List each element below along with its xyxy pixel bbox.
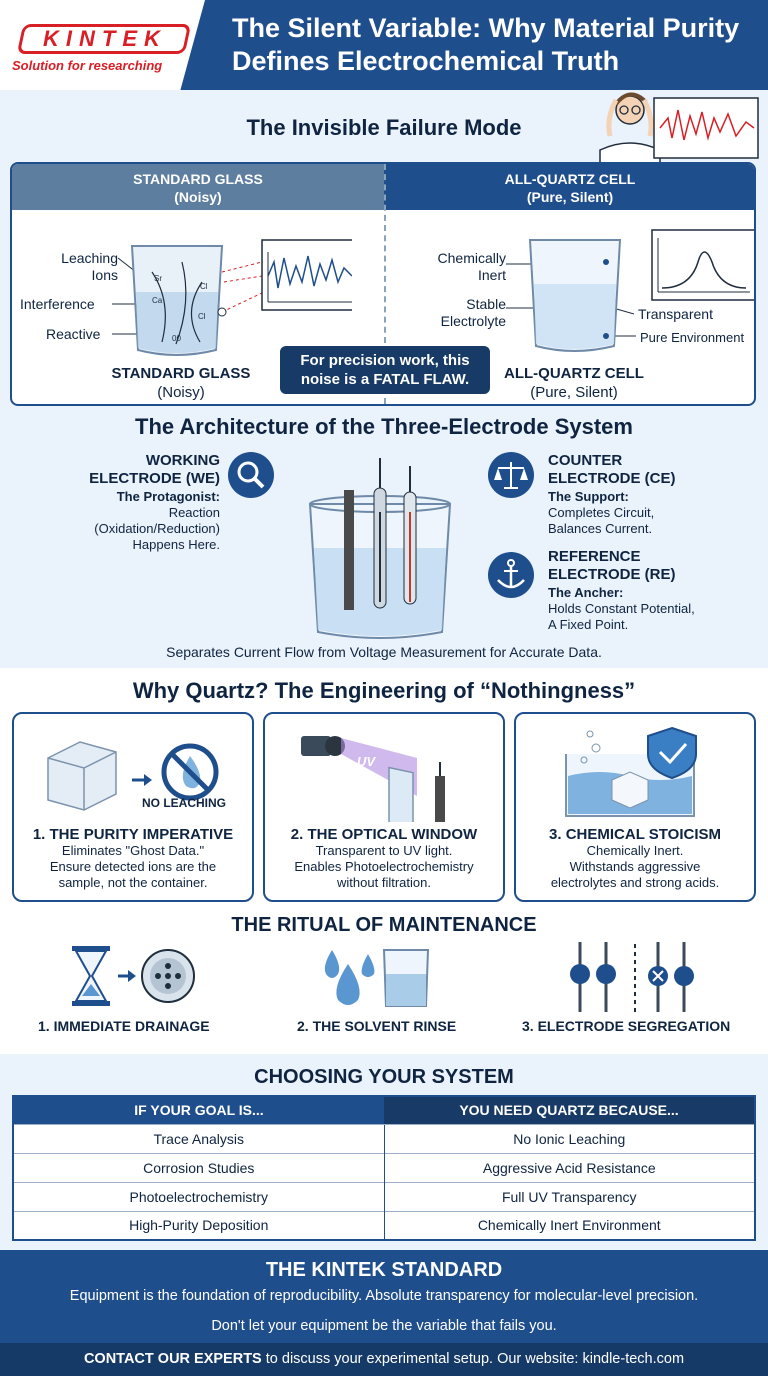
we-role: The Protagonist:: [116, 489, 220, 504]
reason-cell: Aggressive Acid Resistance: [384, 1153, 755, 1182]
goal-cell: Corrosion Studies: [13, 1153, 384, 1182]
brand-tagline: Solution for researching: [12, 58, 163, 73]
card-text: sample, not the container.: [58, 875, 208, 890]
ce-title: COUNTER: [548, 452, 623, 469]
three-electrode-beaker-illustration: [300, 452, 460, 642]
chemically-inert-label: Chemically Inert: [437, 250, 506, 283]
table-row: [13, 1182, 755, 1211]
quartz-cell-beaker-icon: [506, 228, 756, 358]
architecture-footnote: Separates Current Flow from Voltage Measurement for Accurate Data.: [166, 644, 602, 660]
reference-electrode-block: [548, 548, 763, 633]
transparent-label: Transparent: [638, 306, 713, 322]
working-electrode-block: [20, 452, 220, 553]
ce-title-2: ELECTRODE (CE): [548, 470, 676, 487]
card-text: Withstands aggressive: [569, 859, 701, 874]
standard-glass-beaker-icon: [112, 232, 352, 362]
card-text: Chemically Inert.: [586, 843, 684, 858]
card-purity-text: [14, 826, 252, 891]
step-immediate-drainage: 1. IMMEDIATE DRAINAGE: [38, 1018, 210, 1034]
no-leaching-badge: NO LEACHING: [142, 796, 226, 810]
ion-mark: Ca: [152, 296, 163, 305]
pure-environment-label: Pure Environment: [640, 330, 745, 345]
magnifier-icon: [228, 452, 274, 498]
footer-cta[interactable]: [0, 1351, 768, 1367]
re-title: REFERENCE: [548, 548, 641, 565]
we-title: WORKING: [145, 452, 220, 469]
re-desc: A Fixed Point.: [548, 617, 629, 632]
card-title: 1. THE PURITY IMPERATIVE: [32, 826, 234, 843]
table-header-row: [13, 1096, 755, 1124]
glass-column-header: [12, 164, 384, 210]
footer-tagline: Don't let your equipment be the variable that fails you.: [211, 1318, 557, 1334]
step-electrode-segregation: 3. ELECTRODE SEGREGATION: [522, 1018, 731, 1034]
table-row: [13, 1124, 755, 1153]
card-chemical-text: [516, 826, 754, 891]
card-text: Eliminates "Ghost Data.": [61, 843, 205, 858]
ce-desc: Balances Current.: [548, 521, 653, 536]
uv-flashlight-window-icon: [297, 722, 477, 822]
reason-cell: Chemically Inert Environment: [384, 1211, 755, 1240]
re-title-2: ELECTRODE (RE): [548, 566, 676, 583]
card-chemical: [514, 712, 756, 902]
ion-mark: Sr: [154, 274, 162, 283]
ion-mark: Cl: [200, 282, 208, 291]
choosing-table: [12, 1095, 756, 1241]
we-title-2: ELECTRODE (WE): [89, 470, 220, 487]
section-title-why-quartz: Why Quartz? The Engineering of “Nothingness”: [132, 678, 636, 703]
failure-mode-panel: [10, 162, 756, 406]
we-desc: (Oxidation/Reduction): [94, 521, 220, 536]
interference-label: Interference: [20, 296, 95, 312]
section-title-failure: The Invisible Failure Mode: [246, 115, 522, 140]
glass-caption: STANDARD GLASS (Noisy): [111, 365, 251, 401]
contact-experts-link[interactable]: CONTACT OUR EXPERTS: [83, 1351, 262, 1367]
section-title-maintenance: THE RITUAL OF MAINTENANCE: [231, 914, 537, 936]
fatal-flaw-callout: For precision work, this noise is a FATAL FLAW.: [280, 346, 490, 394]
quartz-column-header: [384, 164, 756, 210]
stable-electrolyte-label: Stable Electrolyte: [440, 296, 506, 329]
card-optical: [263, 712, 505, 902]
card-text: Enables Photoelectrochemistry: [294, 859, 474, 874]
card-text: Ensure detected ions are the: [49, 859, 217, 874]
anchor-icon: [488, 552, 534, 598]
electrode-segregation-icon: [560, 940, 710, 1014]
we-desc: Reaction: [168, 505, 220, 520]
footer-statement: Equipment is the foundation of reproducibility. Absolute transparency for molecular-level precision.: [69, 1288, 699, 1304]
balance-scale-icon: [488, 452, 534, 498]
hourglass-drain-icon: [70, 944, 200, 1008]
reactive-label: Reactive: [46, 326, 101, 342]
footer-title: THE KINTEK STANDARD: [265, 1259, 503, 1281]
glass-header-sub: (Noisy): [174, 189, 222, 205]
uv-label: UV: [357, 754, 376, 769]
counter-electrode-block: [548, 452, 763, 537]
leaching-ions-label: Leaching Ions: [61, 250, 118, 283]
card-text: electrolytes and strong acids.: [550, 875, 720, 890]
step-solvent-rinse: 2. THE SOLVENT RINSE: [297, 1018, 457, 1034]
table-row: [13, 1153, 755, 1182]
card-title: 3. CHEMICAL STOICISM: [549, 826, 721, 843]
table-header: IF YOUR GOAL IS...: [13, 1096, 384, 1124]
quartz-caption: ALL-QUARTZ CELL (Pure, Silent): [504, 365, 644, 401]
section-title-architecture: The Architecture of the Three-Electrode System: [135, 414, 633, 439]
ion-mark: 00: [172, 334, 181, 343]
goal-cell: Photoelectrochemistry: [13, 1182, 384, 1211]
ion-mark: Cl: [198, 312, 206, 321]
quartz-header-sub: (Pure, Silent): [526, 189, 614, 205]
page-title: The Silent Variable: Why Material Purity Defines Electrochemical Truth: [232, 13, 740, 76]
reason-cell: Full UV Transparency: [384, 1182, 755, 1211]
ce-desc: Completes Circuit,: [548, 505, 655, 520]
footer-cta-text: to discuss your experimental setup. Our website: kindle-tech.com: [261, 1351, 685, 1367]
section-title-choosing: CHOOSING YOUR SYSTEM: [254, 1066, 514, 1088]
acid-bath-shield-icon: [560, 724, 720, 824]
re-role: The Ancher:: [548, 585, 624, 600]
droplets-beaker-icon: [318, 944, 438, 1010]
card-text: without filtration.: [337, 875, 431, 890]
goal-cell: Trace Analysis: [13, 1124, 384, 1153]
card-text: Transparent to UV light.: [315, 843, 453, 858]
card-purity: [12, 712, 254, 902]
glass-header-label: STANDARD GLASS: [133, 171, 263, 187]
card-optical-text: [265, 826, 503, 891]
quartz-header-label: ALL-QUARTZ CELL: [504, 171, 636, 187]
we-desc: Happens Here.: [132, 537, 220, 552]
goal-cell: High-Purity Deposition: [13, 1211, 384, 1240]
re-desc: Holds Constant Potential,: [548, 601, 695, 616]
reason-cell: No Ionic Leaching: [384, 1124, 755, 1153]
table-row: [13, 1211, 755, 1240]
ce-role: The Support:: [548, 489, 629, 504]
card-title: 2. THE OPTICAL WINDOW: [290, 826, 478, 843]
table-header: YOU NEED QUARTZ BECAUSE...: [384, 1096, 755, 1124]
brand-logo: KINTEK: [43, 26, 167, 51]
